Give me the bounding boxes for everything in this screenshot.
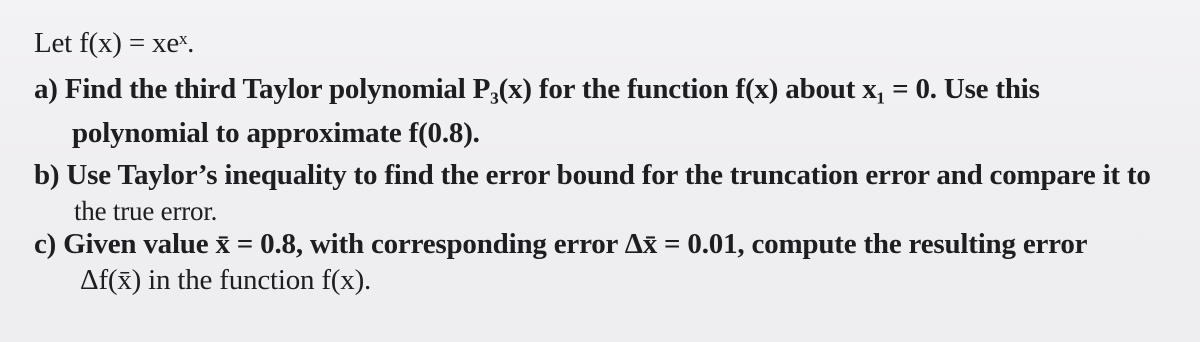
part-c-line-1: c) Given value x̄ = 0.8, with corresponding error Δx̄ = 0.01, compute the resulting error bbox=[34, 228, 1088, 260]
part-b-line-1: b) Use Taylor’s inequality to find the error bound for the truncation error and compare it to bbox=[34, 159, 1151, 191]
part-c-line-2: Δf(x̄) in the function f(x). bbox=[80, 264, 372, 296]
part-a-line-1: a) Find the third Taylor polynomial P₃(x) for the function f(x) about x₁ = 0. Use this bbox=[34, 73, 1040, 105]
problem-intro: Let f(x) = xeˣ. bbox=[34, 27, 195, 59]
part-b-line-2: the true error. bbox=[74, 196, 218, 226]
part-a-line-2: polynomial to approximate f(0.8). bbox=[72, 117, 480, 149]
